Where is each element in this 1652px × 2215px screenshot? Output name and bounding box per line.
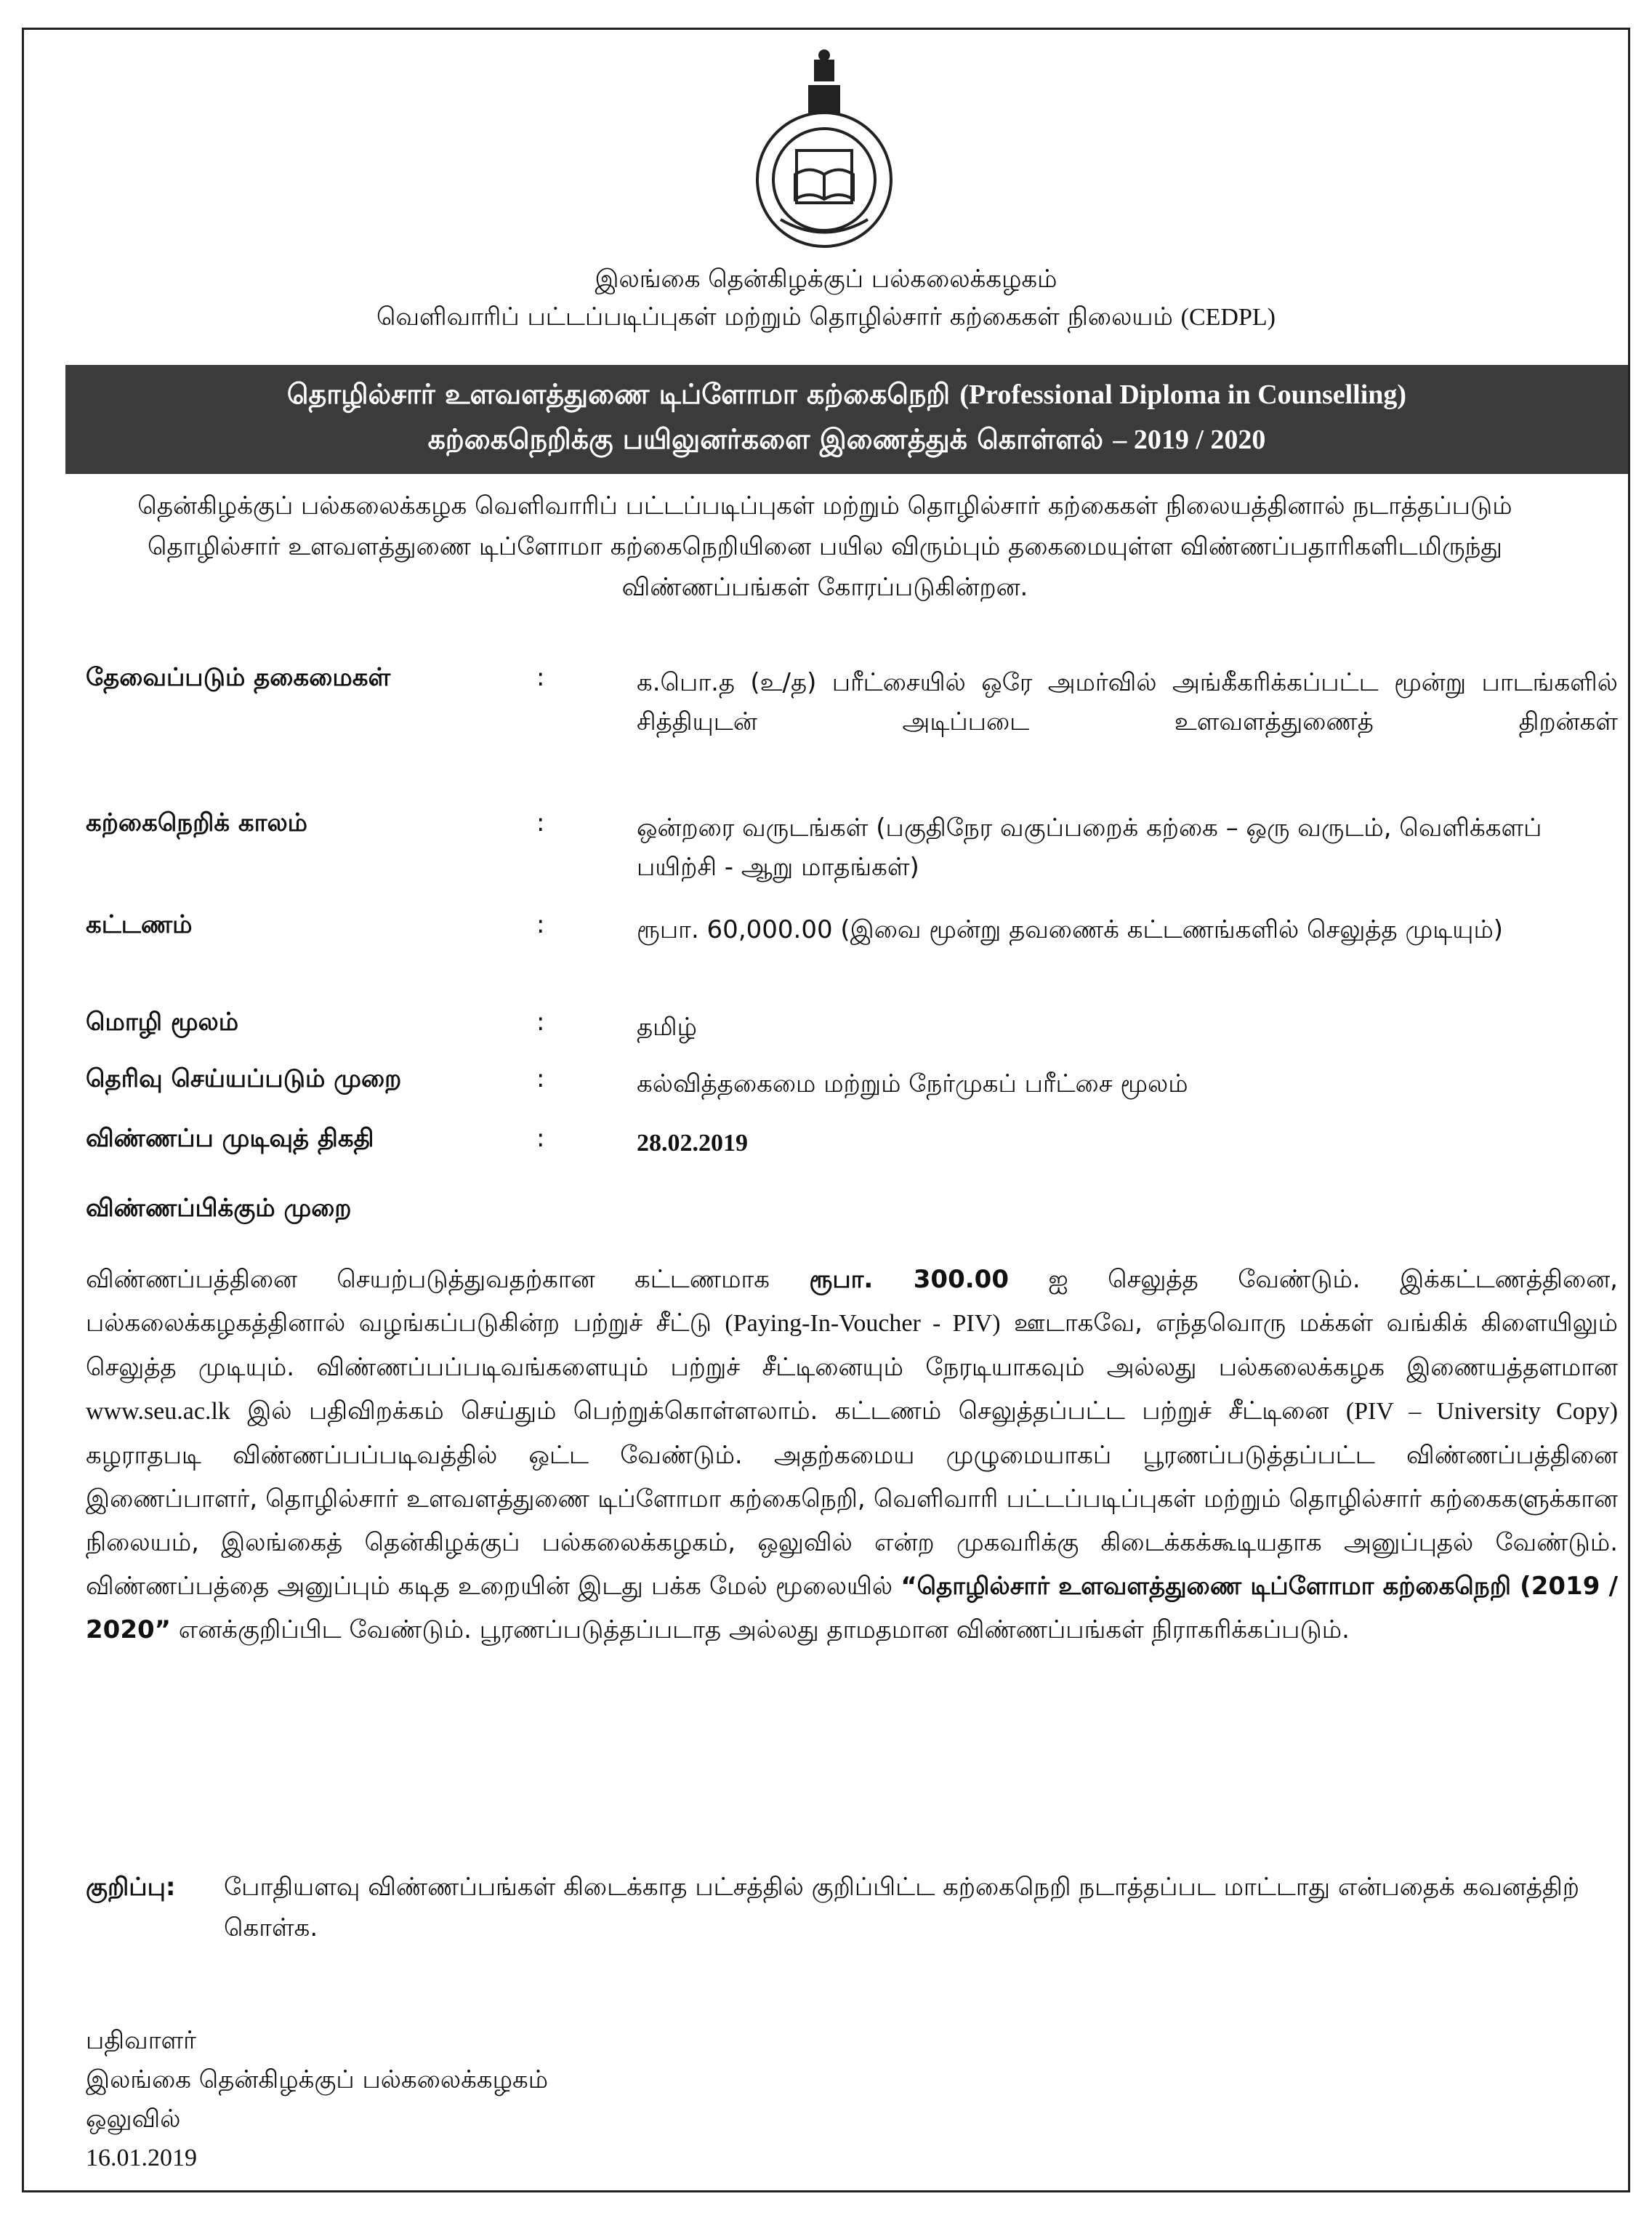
detail-label: விண்ணப்ப முடிவுத் திகதி [86, 1124, 374, 1153]
application-paragraph: விண்ணப்பத்தினை செயற்படுத்துவதற்கான கட்டணமாக ரூபா. 300.00 ஐ செலுத்த வேண்டும். இக்கட்டணத்தினை, பல்கலைக்கழகத்தினால் வழங்கப்படுகின்ற பற்றுச் சீட்டு (Paying-In-Voucher - PIV) ஊடாகவே, எந்தவொரு மக்கள் வங்கிக் கிளையிலும் செலுத்த முடியும். விண்ணப்பப்படிவங்களையும் பற்றுச் சீட்டினையும் நேரடியாகவும் அல்லது பல்கலைக்கழக இணையத்தளமான www.seu.ac.lk இல் பதிவிறக்கம் செய்தும் பெற்றுக்கொள்ளலாம். கட்டணம் செலுத்தப்பட்ட பற்றுச் சீட்டினை (PIV – University Copy) கழராதபடி விண்ணப்பப்படிவத்தில் ஒட்ட வேண்டும். அதற்கமைய முழுமையாகப் பூரணப்படுத்தப்பட்ட விண்ணப்பத்தினை இணைப்பாளர், தொழில்சார் உளவளத்துணை டிப்ளோமா கற்கைநெறி, வெளிவாரி பட்டப்படிப்புகள் மற்றும் தொழில்சார் கற்கைகளுக்கான நிலையம், இலங்கைத் தென்கிழக்குப் பல்கலைக்கழகம், ஒலுவில் என்ற முகவரிக்கு கிடைக்கக்கூடியதாக அனுப்புதல் வேண்டும். விண்ணப்பத்தை அனுப்பும் கடித உறையின் இடது பக்க மேல் மூலையில் “தொழில்சார் உளவளத்துணை டிப்ளோமா கற்கைநெறி (2019 / 2020” எனக்குறிப்பிட வேண்டும். பூரணப்படுத்தப்படாத அல்லது தாமதமான விண்ணப்பங்கள் நிராகரிக்கப்படும். [86, 1265, 1619, 1644]
detail-value: க.பொ.த (உ/த) பரீட்சையில் ஒரே அமர்வில் அங்கீகரிக்கப்பட்ட மூன்று பாடங்களில் சித்தியுடன் அடிப்படை உளவளத்துணைத் திறன்கள் [637, 668, 1618, 736]
detail-label: தெரிவு செய்யப்படும் முறை [86, 1064, 402, 1093]
admission-title: கற்கைநெறிக்கு பயிலுனர்களை இணைத்துக் கொள்ளல் [427, 423, 1104, 455]
note-label: குறிப்பு: [86, 1873, 176, 1902]
university-emblem-icon [752, 45, 897, 263]
application-fee: ரூபா. 300.00 [809, 1265, 1009, 1294]
website-link[interactable]: www.seu.ac.lk [86, 1398, 230, 1425]
course-title-english: (Professional Diploma in Counselling) [959, 379, 1407, 410]
centre-name: வெளிவாரிப் பட்டப்படிப்புகள் மற்றும் தொழில்சார் கற்கைகள் நிலையம் (CEDPL) [376, 302, 1276, 331]
piv-term: (Paying-In-Voucher - PIV) [725, 1310, 1001, 1337]
detail-label: கற்கைநெறிக் காலம் [86, 808, 308, 837]
signatory-title: பதிவாளர் [86, 2026, 196, 2055]
detail-label: கட்டணம் [86, 910, 193, 939]
signatory-place: ஒலுவில் [86, 2105, 181, 2134]
signature-block [86, 2021, 548, 2178]
closing-date: 28.02.2019 [637, 1130, 748, 1157]
application-method-title: விண்ணப்பிக்கும் முறை [86, 1194, 352, 1223]
piv-copy-term: (PIV – University Copy) [1345, 1398, 1619, 1425]
detail-value: தமிழ் [637, 1013, 697, 1042]
signature-date: 16.01.2019 [86, 2144, 197, 2171]
detail-label: தேவைப்படும் தகைமைகள் [86, 663, 391, 692]
course-title-banner [65, 365, 1628, 474]
university-name: இலங்கை தென்கிழக்குப் பல்கலைக்கழகம் [595, 265, 1057, 294]
academic-year: – 2019 / 2020 [1113, 425, 1266, 455]
intro-paragraph: தென்கிழக்குப் பல்கலைக்கழக வெளிவாரிப் பட்டப்படிப்புகள் மற்றும் தொழில்சார் கற்கைகள் நிலையத்தினால் நடாத்தப்படும் தொழில்சார் உளவளத்துணை டிப்ளோமா கற்கைநெறியினை பயில விரும்பும் தகைமையுள்ள விண்ணப்பதாரிகளிடமிருந்து விண்ணப்பங்கள் கோரப்படுகின்றன. [137, 491, 1512, 602]
signatory-university: இலங்கை தென்கிழக்குப் பல்கலைக்கழகம் [86, 2065, 549, 2094]
note-block [86, 1867, 1619, 1942]
note-text: போதியளவு விண்ணப்பங்கள் கிடைக்காத பட்சத்தில் குறிப்பிட்ட கற்கைநெறி நடாத்தப்பட மாட்டாது என்பதைக் கவனத்திற் கொள்க. [224, 1873, 1580, 1942]
envelope-marking: “தொழில்சார் உளவளத்துணை டிப்ளோமா கற்கைநெறி (2019 / 2020” [86, 1572, 1618, 1644]
course-title-tamil: தொழில்சார் உளவளத்துணை டிப்ளோமா கற்கைநெறி [286, 378, 951, 410]
detail-value: கல்வித்தகைமை மற்றும் நேர்முகப் பரீட்சை மூலம் [637, 1069, 1188, 1098]
centre-abbreviation: (CEDPL) [1180, 304, 1276, 331]
detail-value: ஒன்றரை வருடங்கள் (பகுதிநேர வகுப்பறைக் கற்கை – ஒரு வருடம், வெளிக்களப் பயிற்சி - ஆறு மாதங்கள்) [637, 813, 1542, 882]
detail-value: ரூபா. 60,000.00 (இவை மூன்று தவணைக் கட்டணங்களில் செலுத்த முடியும்) [637, 915, 1504, 944]
detail-label: மொழி மூலம் [86, 1008, 239, 1037]
